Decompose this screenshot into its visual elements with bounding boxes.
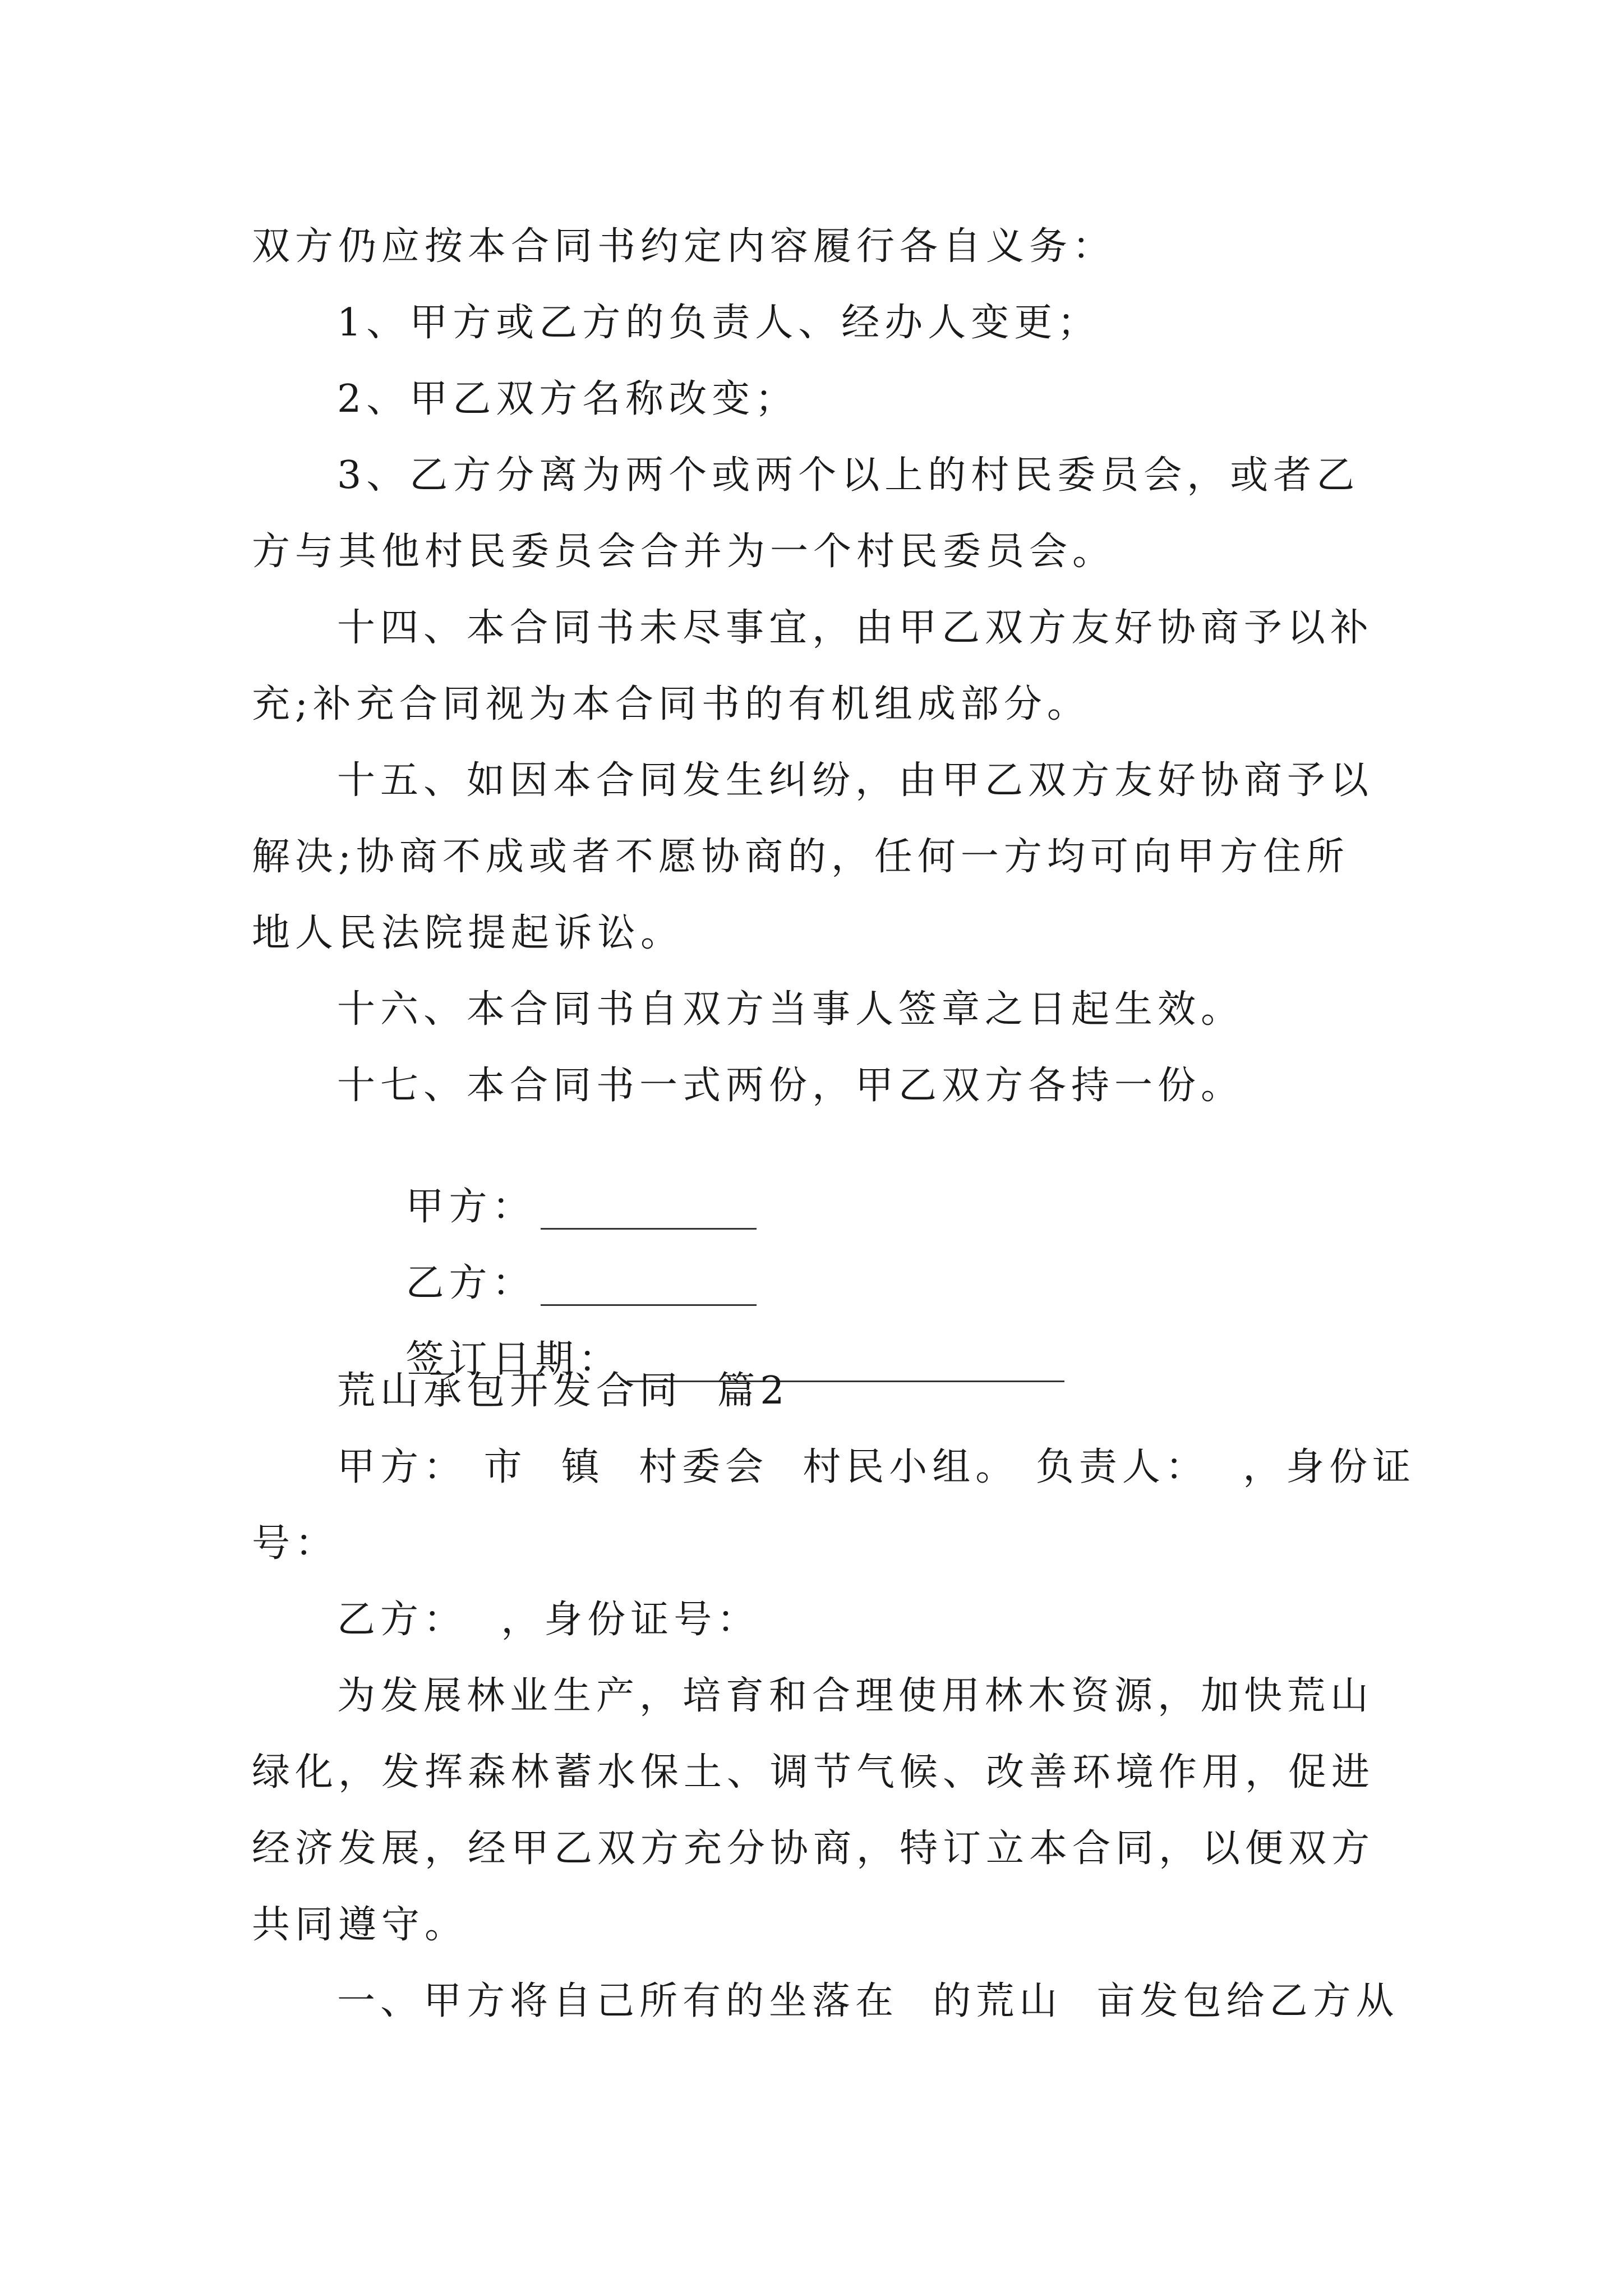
text-line: 乙方： ，身份证号：: [337, 1598, 760, 1642]
text-line: 甲方： 市 镇 村委会 村民小组。 负责人： ，身份证: [337, 1445, 1416, 1489]
text-line: 为发展林业生产，培育和合理使用林木资源，加快荒山: [337, 1674, 1374, 1718]
party-a-signature-line: [337, 1140, 757, 1229]
text-line: 十五、如因本合同发生纠纷，由甲乙双方友好协商予以: [337, 758, 1374, 803]
text-line: 十七、本合同书一式两份，甲乙双方各持一份。: [337, 1064, 1244, 1108]
text-line: 绿化，发挥森林蓄水保土、调节气候、改善环境作用，促进: [252, 1750, 1375, 1795]
text-line: 方与其他村民委员会合并为一个村民委员会。: [252, 530, 1116, 574]
text-line: 1、甲方或乙方的负责人、经办人变更；: [337, 301, 1101, 345]
text-line: 3、乙方分离为两个或两个以上的村民委员会，或者乙: [337, 453, 1360, 498]
text-line: 解决;协商不成或者不愿协商的，任何一方均可向甲方住所: [252, 835, 1349, 879]
text-line: 十四、本合同书未尽事宜，由甲乙双方友好协商予以补: [337, 606, 1374, 650]
section-title: 荒山承包开发合同 篇2: [337, 1369, 790, 1413]
party-b-label: 乙方：: [405, 1261, 536, 1305]
signing-date-line: [337, 1292, 1064, 1382]
party-b-signature-line: [337, 1216, 757, 1305]
text-line: 充;补充合同视为本合同书的有机组成部分。: [252, 682, 1090, 726]
text-line: 地人民法院提起诉讼。: [252, 911, 684, 955]
signing-date-label: 签订日期：: [405, 1337, 622, 1382]
text-line: 共同遵守。: [252, 1903, 468, 1947]
text-line: 2、甲乙双方名称改变；: [337, 377, 799, 421]
party-a-label: 甲方：: [405, 1185, 536, 1229]
text-line: 十六、本合同书自双方当事人签章之日起生效。: [337, 987, 1244, 1032]
text-line: 一、甲方将自己所有的坐落在 的荒山 亩发包给乙方从: [337, 1979, 1399, 2023]
text-line: 号：: [252, 1521, 339, 1566]
text-line: 经济发展，经甲乙双方充分协商，特订立本合同，以便双方: [252, 1826, 1375, 1871]
text-line: 双方仍应按本合同书约定内容履行各自义务：: [252, 224, 1116, 269]
